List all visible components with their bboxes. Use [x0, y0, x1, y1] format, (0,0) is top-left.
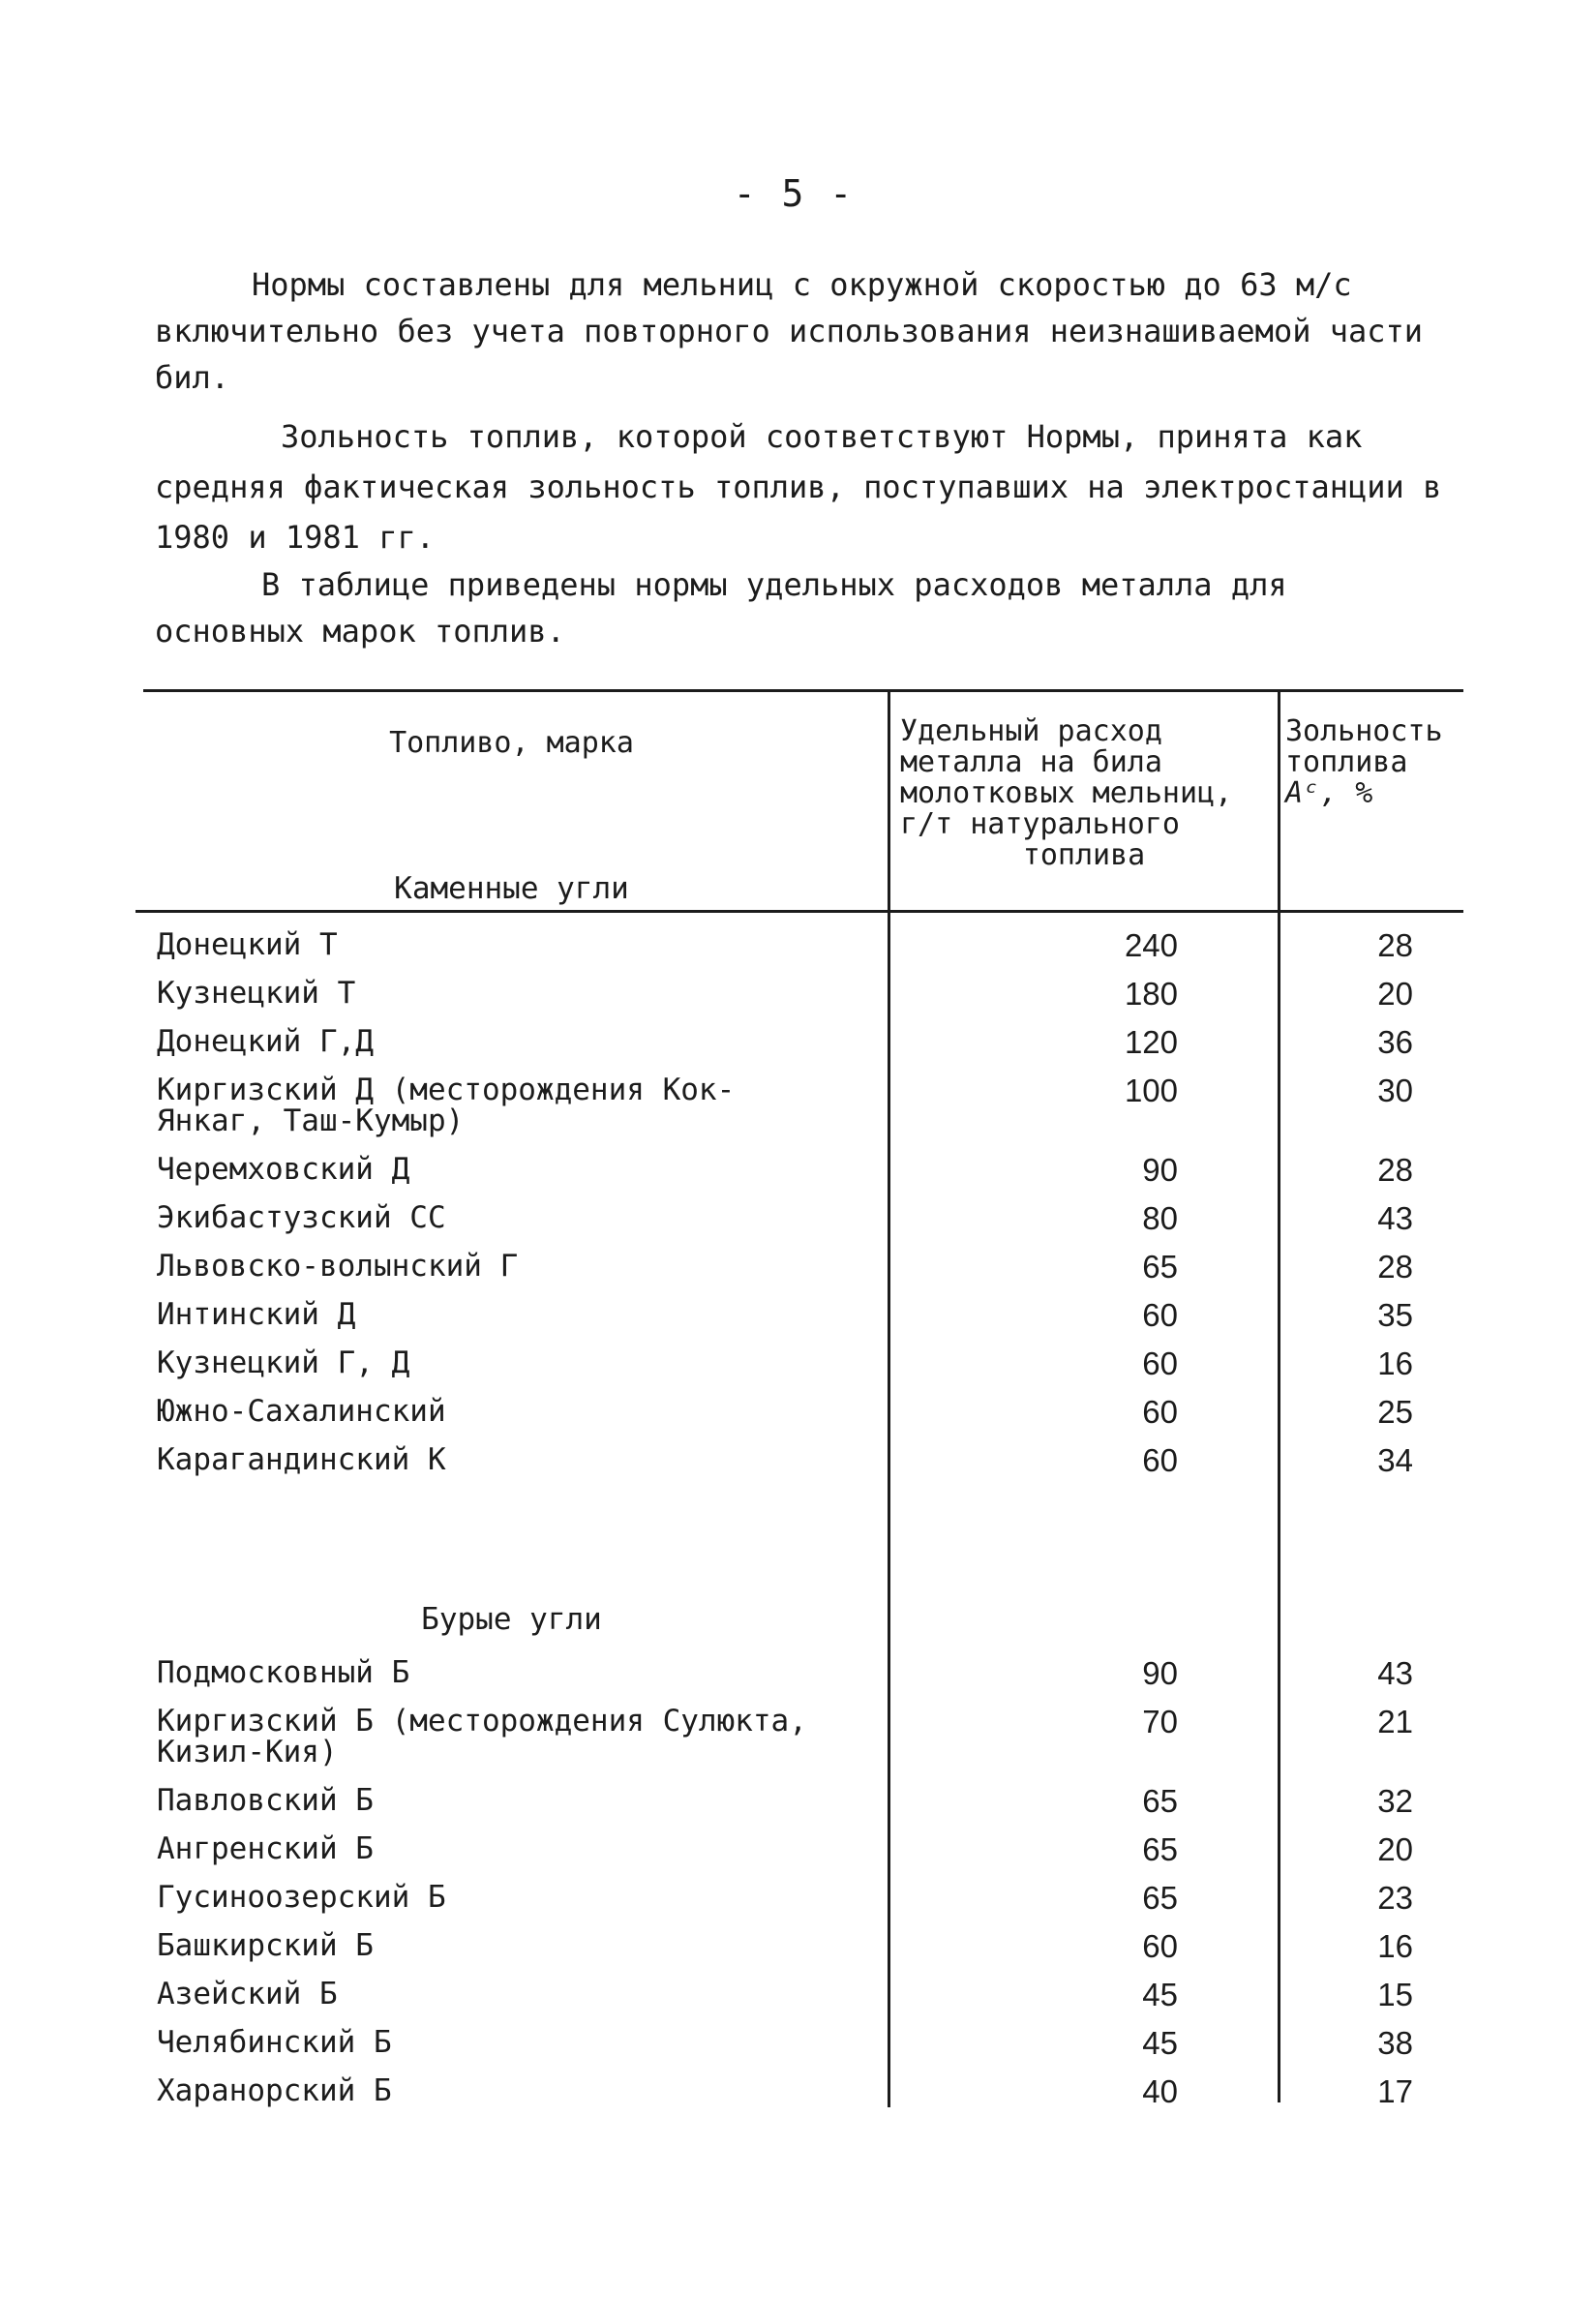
paragraph-norms-scope: Нормы составлены для мельниц с окружной скоростью до 63 м/с включительно без учета повторного использования неизнашиваемой части бил. [155, 266, 1424, 396]
table-row [136, 2027, 1463, 2075]
table-header-rule [136, 910, 1463, 913]
ash-value: 28 [1377, 1152, 1413, 1188]
fuel-name: Экибастузский СС [157, 1200, 446, 1235]
section-title: Бурые угли [421, 1602, 602, 1637]
fuel-name: Павловский Б [157, 1783, 374, 1818]
ash-value: 43 [1377, 1655, 1413, 1691]
metal-rate-value: 65 [1142, 1249, 1178, 1285]
ash-value: 34 [1377, 1442, 1413, 1478]
section-title: Каменные угли [394, 871, 629, 906]
table-row [136, 1979, 1463, 2027]
metal-rate-value: 65 [1142, 1880, 1178, 1916]
ash-value: 16 [1377, 1928, 1413, 1964]
header-rate-line-2: металла на била [900, 745, 1162, 779]
fuel-name: Львовско-волынский Г [157, 1249, 519, 1284]
table-row [136, 1026, 1463, 1074]
fuel-name: Интинский Д [157, 1297, 356, 1332]
metal-rate-value: 65 [1142, 1783, 1178, 1819]
fuel-name: Донецкий Т [157, 927, 338, 962]
header-rate-line-5: топлива [1022, 838, 1146, 872]
ash-value: 43 [1377, 1200, 1413, 1236]
fuel-name: Донецкий Г,Д [157, 1024, 374, 1059]
ash-value: 32 [1377, 1783, 1413, 1819]
table-row [136, 1251, 1463, 1299]
header-rate-line-1: Удельный расход [900, 714, 1162, 748]
fuel-name: Челябинский Б [157, 2025, 392, 2060]
table-row [136, 1444, 1463, 1493]
metal-rate-value: 45 [1142, 2025, 1178, 2061]
table-row [136, 1347, 1463, 1396]
table-row [136, 2075, 1463, 2124]
header-metal-rate [900, 716, 1268, 871]
metal-rate-value: 60 [1142, 1394, 1178, 1430]
fuel-name: Харанорский Б [157, 2073, 392, 2108]
header-ash [1285, 716, 1469, 809]
metal-rate-value: 70 [1142, 1704, 1178, 1739]
table-row [136, 1833, 1463, 1882]
page-number: - 5 - [733, 172, 855, 215]
ash-value: 20 [1377, 1831, 1413, 1867]
ash-value: 23 [1377, 1880, 1413, 1916]
metal-rate-value: 180 [1124, 976, 1178, 1012]
ash-value: 21 [1377, 1704, 1413, 1739]
metal-rate-value: 60 [1142, 1928, 1178, 1964]
header-ash-line-1: Зольность [1285, 714, 1443, 748]
table-top-rule [143, 689, 1463, 692]
metal-rate-value: 60 [1142, 1442, 1178, 1478]
table-row [136, 1299, 1463, 1347]
fuel-name: Киргизский Д (месторождения Кок- Янкаг, Таш-Кумыр) [157, 1073, 736, 1138]
table-row [136, 929, 1463, 978]
metal-rate-value: 240 [1124, 927, 1178, 963]
table-row [136, 1930, 1463, 1979]
header-fuel: Топливо, марка [389, 726, 634, 760]
fuel-name: Кузнецкий Г, Д [157, 1346, 410, 1380]
fuel-name: Кузнецкий Т [157, 976, 356, 1011]
paragraph-table-intro: В таблице приведены нормы удельных расходов металла для основных марок топлив. [155, 566, 1287, 650]
ash-value: 36 [1377, 1024, 1413, 1060]
ash-value: 15 [1377, 1977, 1413, 2012]
paragraph-ash-content: Зольность топлив, которой соответствуют Нормы, принята как средняя фактическая зольность топлив, поступавших на электростанции в 1980 и 1981 гг. [155, 418, 1442, 556]
ash-value: 17 [1377, 2073, 1413, 2109]
ash-value: 38 [1377, 2025, 1413, 2061]
ash-value: 16 [1377, 1346, 1413, 1381]
fuel-name: Подмосковный Б [157, 1655, 410, 1690]
fuel-name: Черемховский Д [157, 1152, 410, 1187]
metal-rate-value: 80 [1142, 1200, 1178, 1236]
metal-rate-value: 65 [1142, 1831, 1178, 1867]
table-row [136, 1882, 1463, 1930]
header-ash-symbol: Aᶜ, % [1285, 776, 1373, 810]
ash-value: 25 [1377, 1394, 1413, 1430]
metal-consumption-table [136, 689, 1463, 2112]
ash-value: 28 [1377, 927, 1413, 963]
metal-rate-value: 45 [1142, 1977, 1178, 2012]
fuel-name: Ангренский Б [157, 1831, 374, 1866]
metal-rate-value: 90 [1142, 1655, 1178, 1691]
fuel-name: Башкирский Б [157, 1928, 374, 1963]
metal-rate-value: 40 [1142, 2073, 1178, 2109]
metal-rate-value: 90 [1142, 1152, 1178, 1188]
table-row [136, 1073, 1463, 1138]
ash-value: 28 [1377, 1249, 1413, 1285]
ash-value: 35 [1377, 1297, 1413, 1333]
table-row [136, 1785, 1463, 1833]
metal-rate-value: 100 [1124, 1073, 1178, 1108]
table-row [136, 1396, 1463, 1444]
fuel-name: Киргизский Б (месторождения Сулюкта, Кизил-Кия) [157, 1704, 807, 1769]
table-row [136, 1202, 1463, 1251]
fuel-name: Гусиноозерский Б [157, 1880, 446, 1915]
header-rate-line-3: молотковых мельниц, [900, 776, 1233, 810]
fuel-name: Карагандинский К [157, 1442, 446, 1477]
header-ash-line-2: топлива [1285, 745, 1408, 779]
metal-rate-value: 120 [1124, 1024, 1178, 1060]
table-row [136, 1657, 1463, 1706]
table-row [136, 978, 1463, 1026]
metal-rate-value: 60 [1142, 1346, 1178, 1381]
fuel-name: Азейский Б [157, 1977, 338, 2011]
metal-rate-value: 60 [1142, 1297, 1178, 1333]
ash-value: 30 [1377, 1073, 1413, 1108]
header-rate-line-4: г/т натурального [900, 807, 1180, 841]
table-row [136, 1704, 1463, 1769]
fuel-name: Южно-Сахалинский [157, 1394, 446, 1429]
ash-value: 20 [1377, 976, 1413, 1012]
table-row [136, 1154, 1463, 1202]
